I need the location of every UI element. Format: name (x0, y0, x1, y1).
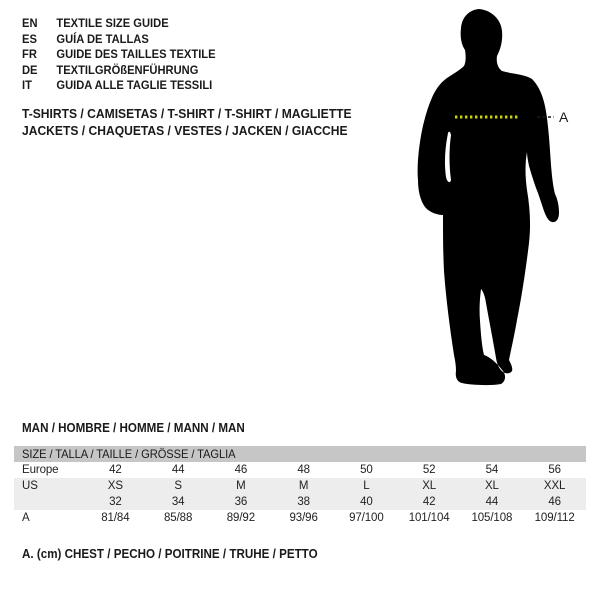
table-cell: XS (107, 480, 123, 492)
table-row-chest-a (14, 510, 586, 526)
language-code: ES (22, 31, 37, 46)
table-cell: 32 (109, 496, 122, 508)
table-cell: 34 (171, 496, 185, 508)
row-label: Europe (22, 464, 59, 476)
table-cell: 42 (109, 464, 122, 476)
language-label: GUÍA DE TALLAS (56, 31, 149, 46)
table-cell: XXL (543, 480, 566, 492)
table-cell: 105/108 (471, 512, 513, 524)
table-cell: 48 (297, 464, 310, 476)
category-lines (22, 105, 376, 139)
table-cell: 54 (485, 464, 499, 476)
table-cell: L (363, 480, 370, 492)
language-label: TEXTILE SIZE GUIDE (56, 16, 169, 30)
measurement-footnote (22, 547, 340, 561)
table-cell: 109/112 (534, 512, 575, 524)
language-label: TEXTILGRÖßENFÜHRUNG (56, 62, 199, 77)
row-label: US (22, 480, 38, 492)
language-code: DE (22, 62, 38, 77)
table-cell: 97/100 (349, 512, 384, 524)
table-cell: 40 (360, 496, 373, 508)
table-cell: 56 (548, 464, 561, 476)
table-cell: 89/92 (226, 512, 256, 524)
table-cell: 44 (171, 464, 185, 476)
table-cell: 44 (485, 496, 499, 508)
table-cell: M (236, 480, 246, 492)
language-row (22, 47, 216, 63)
language-code: FR (22, 47, 37, 62)
language-label: GUIDE DES TAILLES TEXTILE (56, 47, 216, 62)
language-list (22, 16, 216, 94)
table-cell: 81/84 (101, 512, 130, 524)
table-cell: 46 (234, 464, 248, 476)
language-code: EN (22, 16, 38, 30)
table-cell: 42 (422, 496, 436, 508)
table-cell: S (174, 480, 182, 492)
table-cell: 50 (360, 464, 373, 476)
table-header (14, 446, 586, 462)
language-row (22, 63, 216, 79)
table-cell: 52 (422, 464, 436, 476)
section-title (22, 421, 262, 435)
measure-label: A (559, 109, 569, 125)
language-row (22, 16, 216, 32)
section-title-text: MAN / HOMBRE / HOMME / MANN / MAN (22, 421, 245, 435)
man-silhouette (418, 9, 559, 385)
table-cell: 36 (234, 496, 248, 508)
category-line-jackets: JACKETS / CHAQUETAS / VESTES / JACKEN / GIACCHE (22, 123, 348, 138)
row-label: A (22, 512, 30, 524)
table-header-text: SIZE / TALLA / TAILLE / GRÖSSE / TAGLIA (22, 447, 236, 461)
table-cell: 38 (297, 496, 310, 508)
language-row (22, 32, 216, 48)
table-row-us-numeric (14, 494, 586, 510)
table-cell: 93/96 (289, 512, 318, 524)
language-code: IT (22, 78, 32, 93)
table-row-us (14, 478, 586, 494)
table-row-europe (14, 462, 586, 478)
measurement-footnote-text: A. (cm) CHEST / PECHO / POITRINE / TRUHE / PETTO (22, 547, 318, 561)
table-cell: XL (422, 480, 437, 492)
table-cell: M (298, 480, 309, 492)
size-table (14, 446, 586, 526)
table-cell: XL (484, 480, 499, 492)
table-cell: 101/104 (408, 512, 450, 524)
language-row (22, 78, 216, 94)
man-silhouette-figure (410, 5, 575, 400)
category-line-tshirts: T-SHIRTS / CAMISETAS / T-SHIRT / T-SHIRT / MAGLIETTE (22, 106, 352, 121)
table-cell: 85/88 (163, 512, 193, 524)
table-cell: 46 (548, 496, 561, 508)
language-label: GUIDA ALLE TAGLIE TESSILI (56, 78, 213, 93)
